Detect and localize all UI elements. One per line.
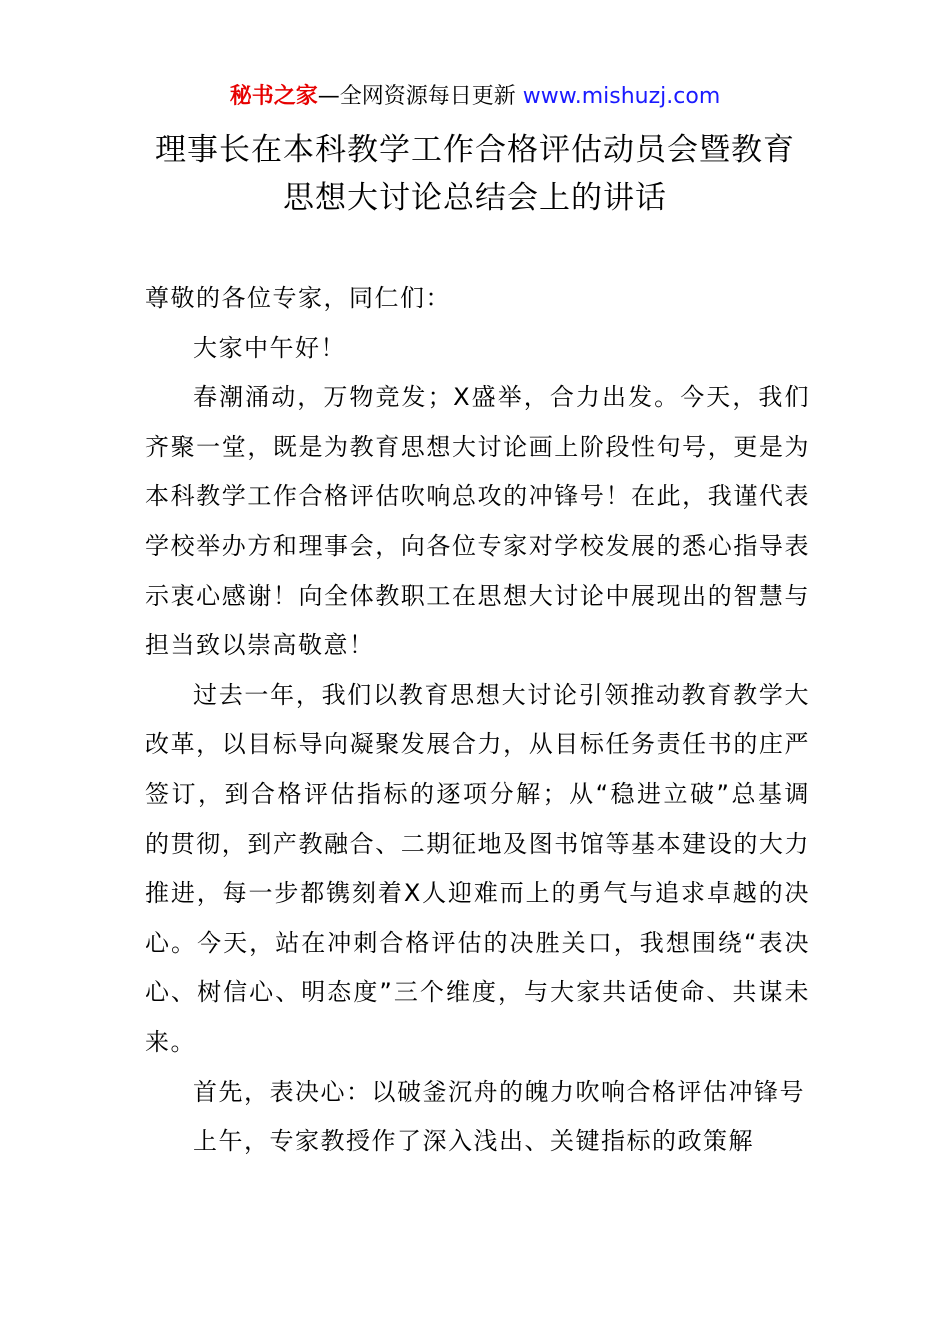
site-tagline: —全网资源每日更新 bbox=[317, 84, 523, 109]
document-body bbox=[145, 274, 810, 1167]
greeting: 大家中午好！ bbox=[193, 333, 346, 362]
salutation: 尊敬的各位专家，同仁们： bbox=[145, 284, 451, 312]
title-line-1: 理事长在本科教学工作合格评估动员会暨教育 bbox=[155, 132, 795, 168]
body-paragraph: 过去一年，我们以教育思想大讨论引领推动教育教学大改革，以目标导向凝聚发展合力，从目标任务责任书的庄严签订，到合格评估指标的逐项分解；从“稳进立破”总基调的贯彻，到产教融合、二期征地及图书馆等基本建设的大力推进，每一步都镌刻着X人迎难而上的勇气与追求卓越的决心。今天，站在冲刺合格评估的决胜关口，我想围绕“表决心、树信心、明态度”三个维度，与大家共话使命、共谋未来。 bbox=[145, 680, 810, 1056]
section-heading: 首先，表决心：以破釜沉舟的魄力吹响合格评估冲锋号 bbox=[193, 1077, 805, 1106]
site-url[interactable]: www.mishuzj.com bbox=[522, 84, 721, 109]
document-title bbox=[100, 126, 850, 222]
body-paragraph: 上午，专家教授作了深入浅出、关键指标的政策解 bbox=[193, 1127, 754, 1156]
site-header bbox=[0, 82, 950, 112]
title-line-2: 思想大讨论总结会上的讲话 bbox=[283, 180, 667, 216]
body-paragraph: 春潮涌动，万物竞发；X盛举，合力出发。今天，我们齐聚一堂，既是为教育思想大讨论画上阶段性句号，更是为本科教学工作合格评估吹响总攻的冲锋号！在此，我谨代表学校举办方和理事会，向各位专家对学校发展的悉心指导表示衷心感谢！向全体教职工在思想大讨论中展现出的智慧与担当致以崇高敬意！ bbox=[145, 383, 810, 660]
site-brand: 秘书之家 bbox=[229, 84, 318, 109]
